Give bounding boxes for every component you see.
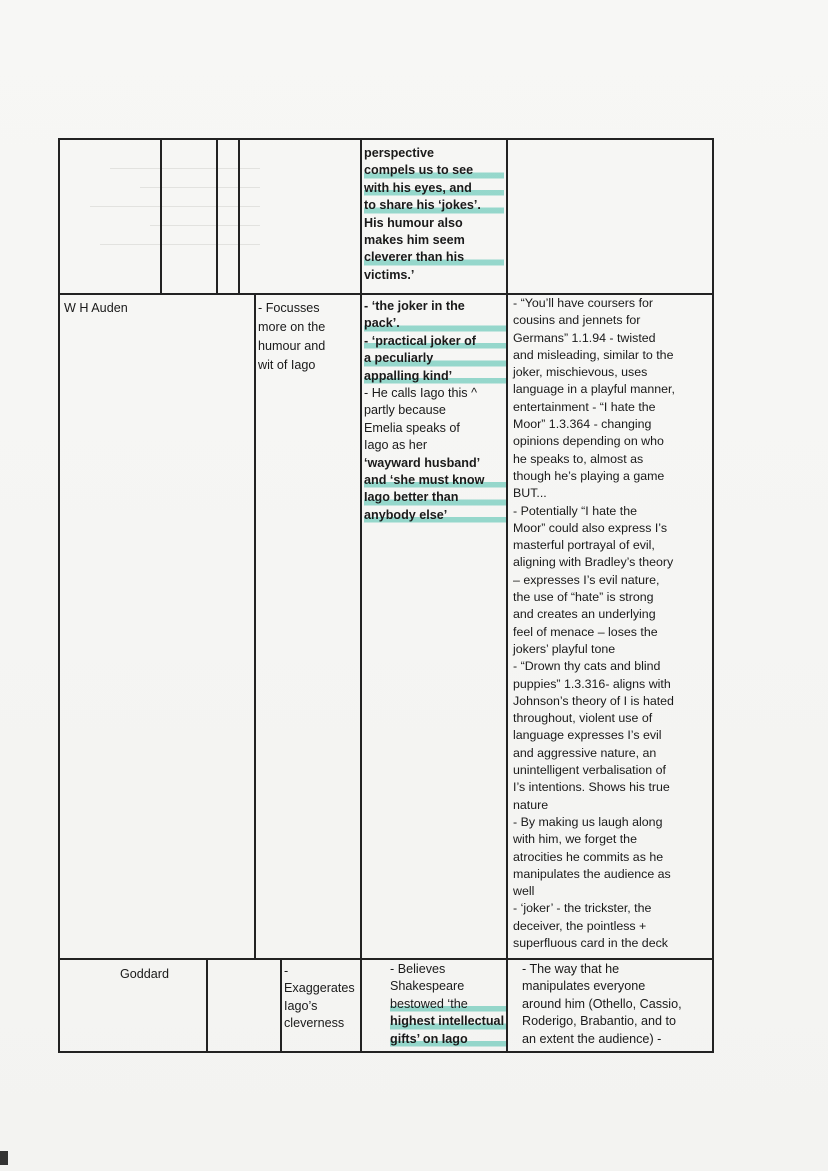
row2-criticism-cell: - ‘the joker in the pack’. - ‘practical joker of a peculiarly appalling kind’ - He calls Iago this ^ partly because Emelia speaks of Iago as her ‘wayward husband’ and ‘she must know Iago better than anybody else’ xyxy=(364,298,506,524)
row2-view-cell: - Focusses more on the humour and wit of Iago xyxy=(258,301,326,372)
row3-criticism-cell: - Believes Shakespeare bestowed ‘the highest intellectual gifts’ on Iago xyxy=(390,961,506,1048)
row2-critic-name: W H Auden xyxy=(64,301,128,315)
critics-table xyxy=(58,138,714,1053)
row3-view-cell: - Exaggerates Iago’s cleverness xyxy=(284,964,355,1031)
row2-evidence-cell: - “You’ll have coursers for cousins and jennets for Germans” 1.1.94 - twisted and misleading, similar to the joker, mischievous, uses language in a playful manner, entertainment - “I hate the Moor” 1.3.364 - changing opinions depending on who he speaks to, almost as though he’s playing a game BUT... - Potentially “I hate the Moor” could also express I’s masterful portrayal of evil, aligning with Bradley’s theory – expresses I’s evil nature, the use of “hate” is strong and creates an underlying feel of menace – loses the jokers’ playful tone - “Drown thy cats and blind puppies” 1.3.316- aligns with Johnson’s theory of I is hated throughout, violent use of language expresses I’s evil and aggressive nature, an unintelligent verbalisation of I’s intentions. Shows his true nature - By making us laugh along with him, we forget the atrocities he commits as he manipulates the audience as well - ‘joker’ - the trickster, the deceiver, the pointless + superfluous card in the deck xyxy=(513,296,675,950)
row3-evidence-cell: - The way that he manipulates everyone around him (Othello, Cassio, Roderigo, Brabantio, and to an extent the audience) - xyxy=(522,962,682,1046)
scan-edge-mark xyxy=(0,1151,8,1165)
row3-critic-name: Goddard xyxy=(120,967,170,981)
row1-criticism-cell: perspective compels us to see with his eyes, and to share his ‘jokes’. His humour also makes him seem cleverer than his victims.’ xyxy=(364,145,504,284)
